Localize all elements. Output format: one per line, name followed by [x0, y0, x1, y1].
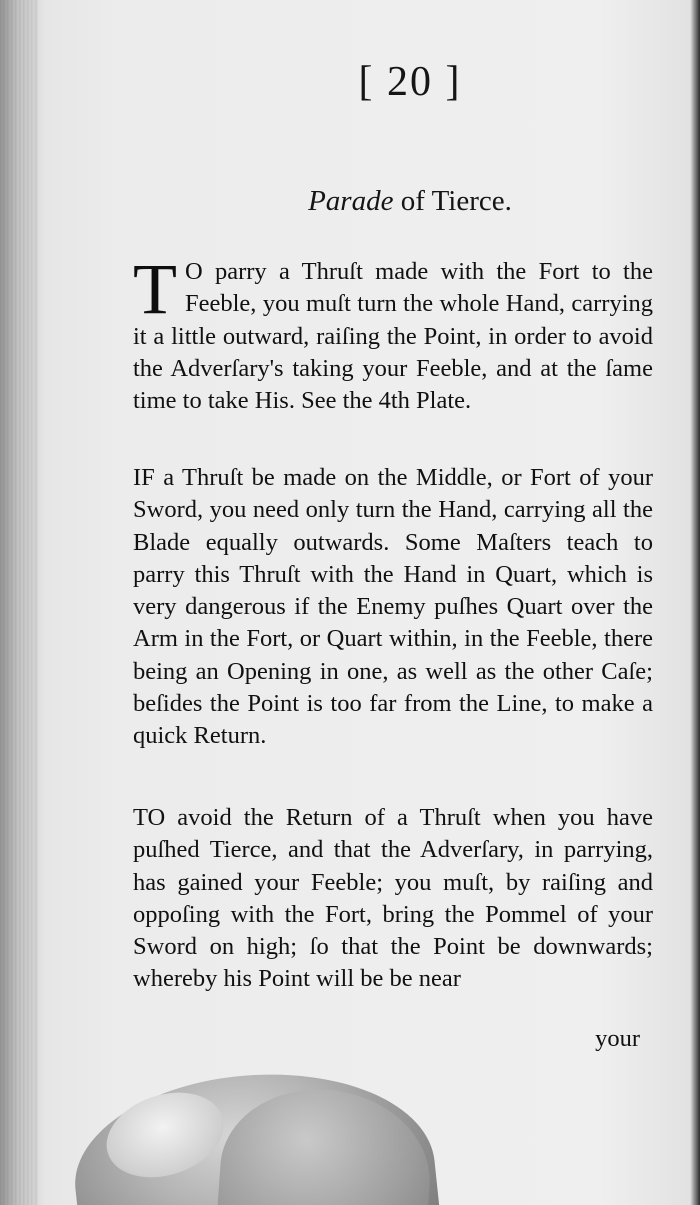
paragraph-3: TO avoid the Return of a Thruſt when you have puſhed Tierce, and that the Adverſary, in parrying, has gained your Feeble; you muſt, by raiſing and oppoſing with the Fort, bring the Pommel of your Sword on high; ſo that the Point be downwards; whereby his Point will be be near [133, 804, 653, 993]
paragraph-2: IF a Thruſt be made on the Middle, or Fort of your Sword, you need only turn the Hand, carrying all the Blade equally outwards. Some Maſters teach to parry this Thruſt with the Hand in Quart, which is very dangerous if the Enemy puſhes Quart over the Arm in the Fort, or Quart within, in the Feeble, there being an Opening in one, as well as the other Caſe; beſides the Point is too far from the Line, to make a quick Return. [133, 464, 653, 750]
paragraph-1 [133, 249, 653, 417]
paragraph-1-text: O parry a Thruſt made with the Fort to the Feeble, you muſt turn the whole Hand, carrying it a little outward, raiſing the Point, in order to avoid the Adverſary's taking your Feeble, and at the ſame time to take His. See the 4th Plate. [133, 258, 653, 415]
page-number: [ 20 ] [358, 59, 462, 105]
book-gutter [0, 0, 38, 1205]
heading-italic: Parade [308, 185, 394, 217]
drop-cap: T [133, 249, 177, 329]
heading-rest: of Tierce. [393, 185, 512, 217]
section-heading [0, 185, 700, 218]
catchword: your [595, 1025, 640, 1052]
page-edge [692, 0, 700, 1205]
